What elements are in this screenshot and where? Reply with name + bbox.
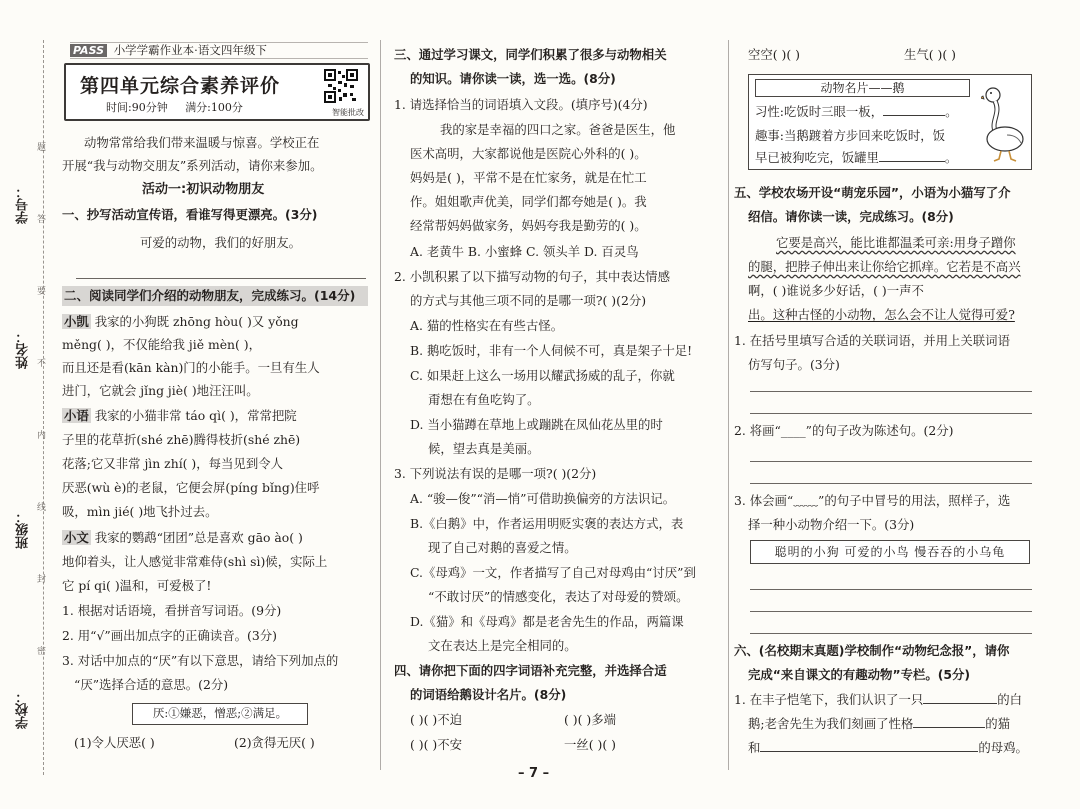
letter-line: 出。这种古怪的小动物，怎么会不让人觉得可爱? xyxy=(748,307,1015,322)
answer-option[interactable]: (1)令人厌恶( ) xyxy=(74,735,155,750)
question: 1. 请选择恰当的词语填入文段。(填序号)(4分) xyxy=(394,97,648,112)
section-5-heading: 五、学校农场开设“萌宠乐园”，小语为小猫写了介 xyxy=(734,185,1011,200)
card-title: 动物名片——鹅 xyxy=(755,79,970,97)
blank-field[interactable] xyxy=(923,703,997,704)
goose-icon xyxy=(981,85,1027,165)
section-4-heading: 四、请你把下面的四字词语补充完整，并选择合适 xyxy=(394,663,667,678)
card-line: 早已被狗吃完，饭罐里 。 xyxy=(755,150,958,165)
passage-line: 妈妈是( )，平常不是在忙家务，就是在忙工 xyxy=(410,170,647,185)
answer-line[interactable] xyxy=(750,413,1032,414)
option[interactable]: A. 猫的性格实在有些古怪。 xyxy=(410,318,564,333)
passage-line: 作。姐姐歌声优美，同学们都夸她是( )。我 xyxy=(410,194,647,209)
seal-char: 题 xyxy=(37,143,47,153)
answer-line[interactable] xyxy=(750,589,1032,590)
student-number-label: 学号： xyxy=(16,185,31,224)
option[interactable]: D. 当小猫蹲在草地上或蹦跳在凤仙花丛里的时 xyxy=(410,417,663,432)
speaker-wen: 小文 xyxy=(64,530,89,545)
section-4-heading: 的词语给鹅设计名片。(8分) xyxy=(410,687,567,702)
question: 3. 下列说法有误的是哪一项?( )(2分) xyxy=(394,466,597,481)
dialog-line: 进门，它就会 jǐng jiè( )地汪汪叫。 xyxy=(62,383,259,398)
intro-line: 开展“我与动物交朋友”系列活动，请你来参加。 xyxy=(62,158,323,173)
dialog-text: 我家的小猫非常 táo qì( )，常常把院 xyxy=(94,408,297,423)
pet-options-box: 聪明的小狗 可爱的小鸟 慢吞吞的小乌龟 xyxy=(750,540,1030,564)
dialog-line: 吸，mìn jié( )地飞扑过去。 xyxy=(62,504,218,519)
copy-writing-line[interactable] xyxy=(76,278,366,279)
dialog-line xyxy=(62,531,303,546)
dialog-text: 我家的小狗既 zhōng hòu( )又 yǒng xyxy=(94,314,299,329)
question: 1. 在括号里填写合适的关联词语，并用上关联词语 xyxy=(734,333,1010,348)
speaker-kai: 小凯 xyxy=(64,314,89,329)
column-divider xyxy=(380,40,381,770)
section-3-heading: 的知识。请你读一读，选一选。(8分) xyxy=(410,71,616,86)
question: 的方式与其他三项不同的是哪一项?( )(2分) xyxy=(410,293,647,308)
idiom-blank[interactable]: ( )( )多端 xyxy=(564,712,616,727)
passage-line: 我的家是幸福的四口之家。爸爸是医生，他 xyxy=(440,122,676,137)
question: 3. 体会画“﹏﹏”的句子中冒号的用法，照样子，选 xyxy=(734,493,1011,508)
column-divider xyxy=(728,40,729,770)
activity-heading: 活动一:初识动物朋友 xyxy=(142,182,265,197)
meanings-box: 厌:①嫌恶，憎恶;②满足。 xyxy=(132,703,308,725)
full-score: 满分:100分 xyxy=(185,101,243,114)
section-2-heading: 二、阅读同学们介绍的动物朋友，完成练习。(14分) xyxy=(62,286,368,306)
page-number: – 7 – xyxy=(518,766,550,781)
question: 2. 用“√”画出加点字的正确读音。(3分) xyxy=(62,628,277,643)
passage-line: 经常帮妈妈做家务，妈妈夸我是勤劳的( )。 xyxy=(410,218,647,233)
brand-logo: PASS xyxy=(70,44,107,57)
answer-line[interactable] xyxy=(750,483,1032,484)
question: 3. 对话中加点的“厌”有以下意思，请给下列加点的 xyxy=(62,653,339,668)
dialog-line: 它 pí qi( )温和，可爱极了! xyxy=(62,578,212,593)
seal-char: 不 xyxy=(37,359,47,369)
dialog-line: 厌恶(wù è)的老鼠，它便会屏(píng bǐng)住呼 xyxy=(62,480,320,495)
dialog-line: 子里的花草折(shé zhē)腾得枝折(shé zhē) xyxy=(62,432,301,447)
intro-line: 动物常常给我们带来温暖与惊喜。学校正在 xyxy=(84,135,320,150)
idiom-blank[interactable]: 一丝( )( ) xyxy=(564,737,616,752)
fill-line: 和 的母鸡。 xyxy=(748,740,1028,755)
card-line: 趣事:当鹅踱着方步回来吃饭时，饭 xyxy=(755,128,946,143)
option[interactable]: D.《猫》和《母鸡》都是老舍先生的作品，两篇课 xyxy=(410,614,684,629)
page-title: 第四单元综合素养评价 xyxy=(80,75,281,97)
seal-char: 答 xyxy=(37,215,47,225)
section-6-heading: 六、(名校期末真题)学校制作“动物纪念报”，请你 xyxy=(734,643,1010,658)
speaker-yu: 小语 xyxy=(64,408,89,423)
question: 仿写句子。(3分) xyxy=(748,357,840,372)
series-name: 小学学霸作业本·语文四年级下 xyxy=(113,43,267,57)
slogan-text: 可爱的动物，我们的好朋友。 xyxy=(140,235,302,250)
class-label: 班级： xyxy=(16,510,31,549)
option: 甭想在有鱼吃钩了。 xyxy=(428,392,540,407)
dialog-line: měng( )，不仅能给我 jiě mèn( )， xyxy=(62,337,262,352)
letter-line: 的腿，把脖子伸出来让你给它抓痒。它若是不高兴 xyxy=(748,259,1021,274)
blank-field[interactable] xyxy=(913,727,985,728)
seal-char: 封 xyxy=(37,575,47,585)
goose-name-card xyxy=(748,74,1032,170)
dialog-line xyxy=(62,409,297,424)
choices: A. 老黄牛 B. 小蜜蜂 C. 领头羊 D. 百灵鸟 xyxy=(410,244,639,259)
answer-line[interactable] xyxy=(750,633,1032,634)
option[interactable]: C. 如果赶上这么一场用以耀武扬威的乱子，你就 xyxy=(410,368,675,383)
blank-field[interactable] xyxy=(760,751,978,752)
dialog-line: 花落;它又非常 jìn zhí( )，每当见到令人 xyxy=(62,456,283,471)
seal-char: 线 xyxy=(37,503,47,513)
fill-line: 1. 在丰子恺笔下，我们认识了一只 的白 xyxy=(734,692,1023,707)
dialog-line xyxy=(62,315,299,330)
section-5-heading: 绍信。请你读一读，完成练习。(8分) xyxy=(748,209,954,224)
option: 现了自己对鹅的喜爱之情。 xyxy=(428,540,577,555)
section-1-heading: 一、抄写活动宣传语，看谁写得更漂亮。(3分) xyxy=(62,207,318,222)
time-limit: 时间:90分钟 xyxy=(106,101,168,114)
dialog-line: 地仰着头，让人感觉非常难侍(shì sì)候，实际上 xyxy=(62,554,328,569)
option[interactable]: C.《母鸡》一文，作者描写了自己对母鸡由“讨厌”到 xyxy=(410,565,696,580)
answer-option[interactable]: (2)贪得无厌( ) xyxy=(234,735,315,750)
school-label: 学校： xyxy=(16,690,31,729)
option: “不敢讨厌”的情感变化，表达了对母爱的赞颂。 xyxy=(428,589,689,604)
letter-line: 啊，( )谁说多少好话，( )一声不 xyxy=(748,283,924,298)
option[interactable]: A. “骏—俊”“消—悄”可借助换偏旁的方法识记。 xyxy=(410,491,676,506)
section-6-heading: 完成“来自课文的有趣动物”专栏。(5分) xyxy=(748,667,971,682)
exam-meta xyxy=(106,99,243,115)
seal-char: 密 xyxy=(37,647,47,657)
answer-line[interactable] xyxy=(750,391,1032,392)
series-banner xyxy=(70,42,368,59)
dialog-text: 我家的鹦鹉“团团”总是喜欢 gāo ào( ) xyxy=(94,530,303,545)
dialog-line: 而且还是看(kān kàn)门的小能手。一旦有生人 xyxy=(62,360,320,375)
option: 文在表达上是完全相同的。 xyxy=(428,638,577,653)
question: 择一种小动物介绍一下。(3分) xyxy=(748,517,915,532)
option[interactable]: B. 鹅吃饭时，非有一个人伺候不可，真是架子十足! xyxy=(410,343,693,358)
fill-line: 鹅;老舍先生为我们刻画了性格 的猫 xyxy=(748,716,1011,731)
seal-char: 要 xyxy=(37,287,47,297)
option[interactable]: B.《白鹅》中，作者运用明贬实褒的表达方式，表 xyxy=(410,516,684,531)
question: 1. 根据对话语境，看拼音写词语。(9分) xyxy=(62,603,282,618)
idiom-blank[interactable]: 生气( )( ) xyxy=(904,47,956,62)
title-box xyxy=(64,63,370,121)
section-3-heading: 三、通过学习课文，同学们积累了很多与动物相关 xyxy=(394,47,667,62)
idiom-blank[interactable]: ( )( )不迫 xyxy=(410,712,462,727)
option: 候，望去真是美丽。 xyxy=(428,441,540,456)
seal-char: 内 xyxy=(37,431,47,441)
card-line: 习性:吃饭时三眼一板， 。 xyxy=(755,104,958,119)
qr-code-icon[interactable] xyxy=(324,69,358,103)
idiom-blank[interactable]: ( )( )不安 xyxy=(410,737,462,752)
passage-line: 医术高明，大家都说他是医院心外科的( )。 xyxy=(410,146,647,161)
idiom-blank[interactable]: 空空( )( ) xyxy=(748,47,800,62)
question: 2. 将画“____”的句子改为陈述句。(2分) xyxy=(734,423,954,438)
answer-line[interactable] xyxy=(750,611,1032,612)
letter-line: 它要是高兴，能比谁都温柔可亲:用身子蹭你 xyxy=(776,235,1016,250)
question: “厌”选择合适的意思。(2分) xyxy=(74,677,229,692)
answer-line[interactable] xyxy=(750,461,1032,462)
qr-caption: 智能批改 xyxy=(332,108,364,117)
name-label: 姓名： xyxy=(16,330,31,369)
question: 2. 小凯积累了以下描写动物的句子，其中表达情感 xyxy=(394,269,670,284)
